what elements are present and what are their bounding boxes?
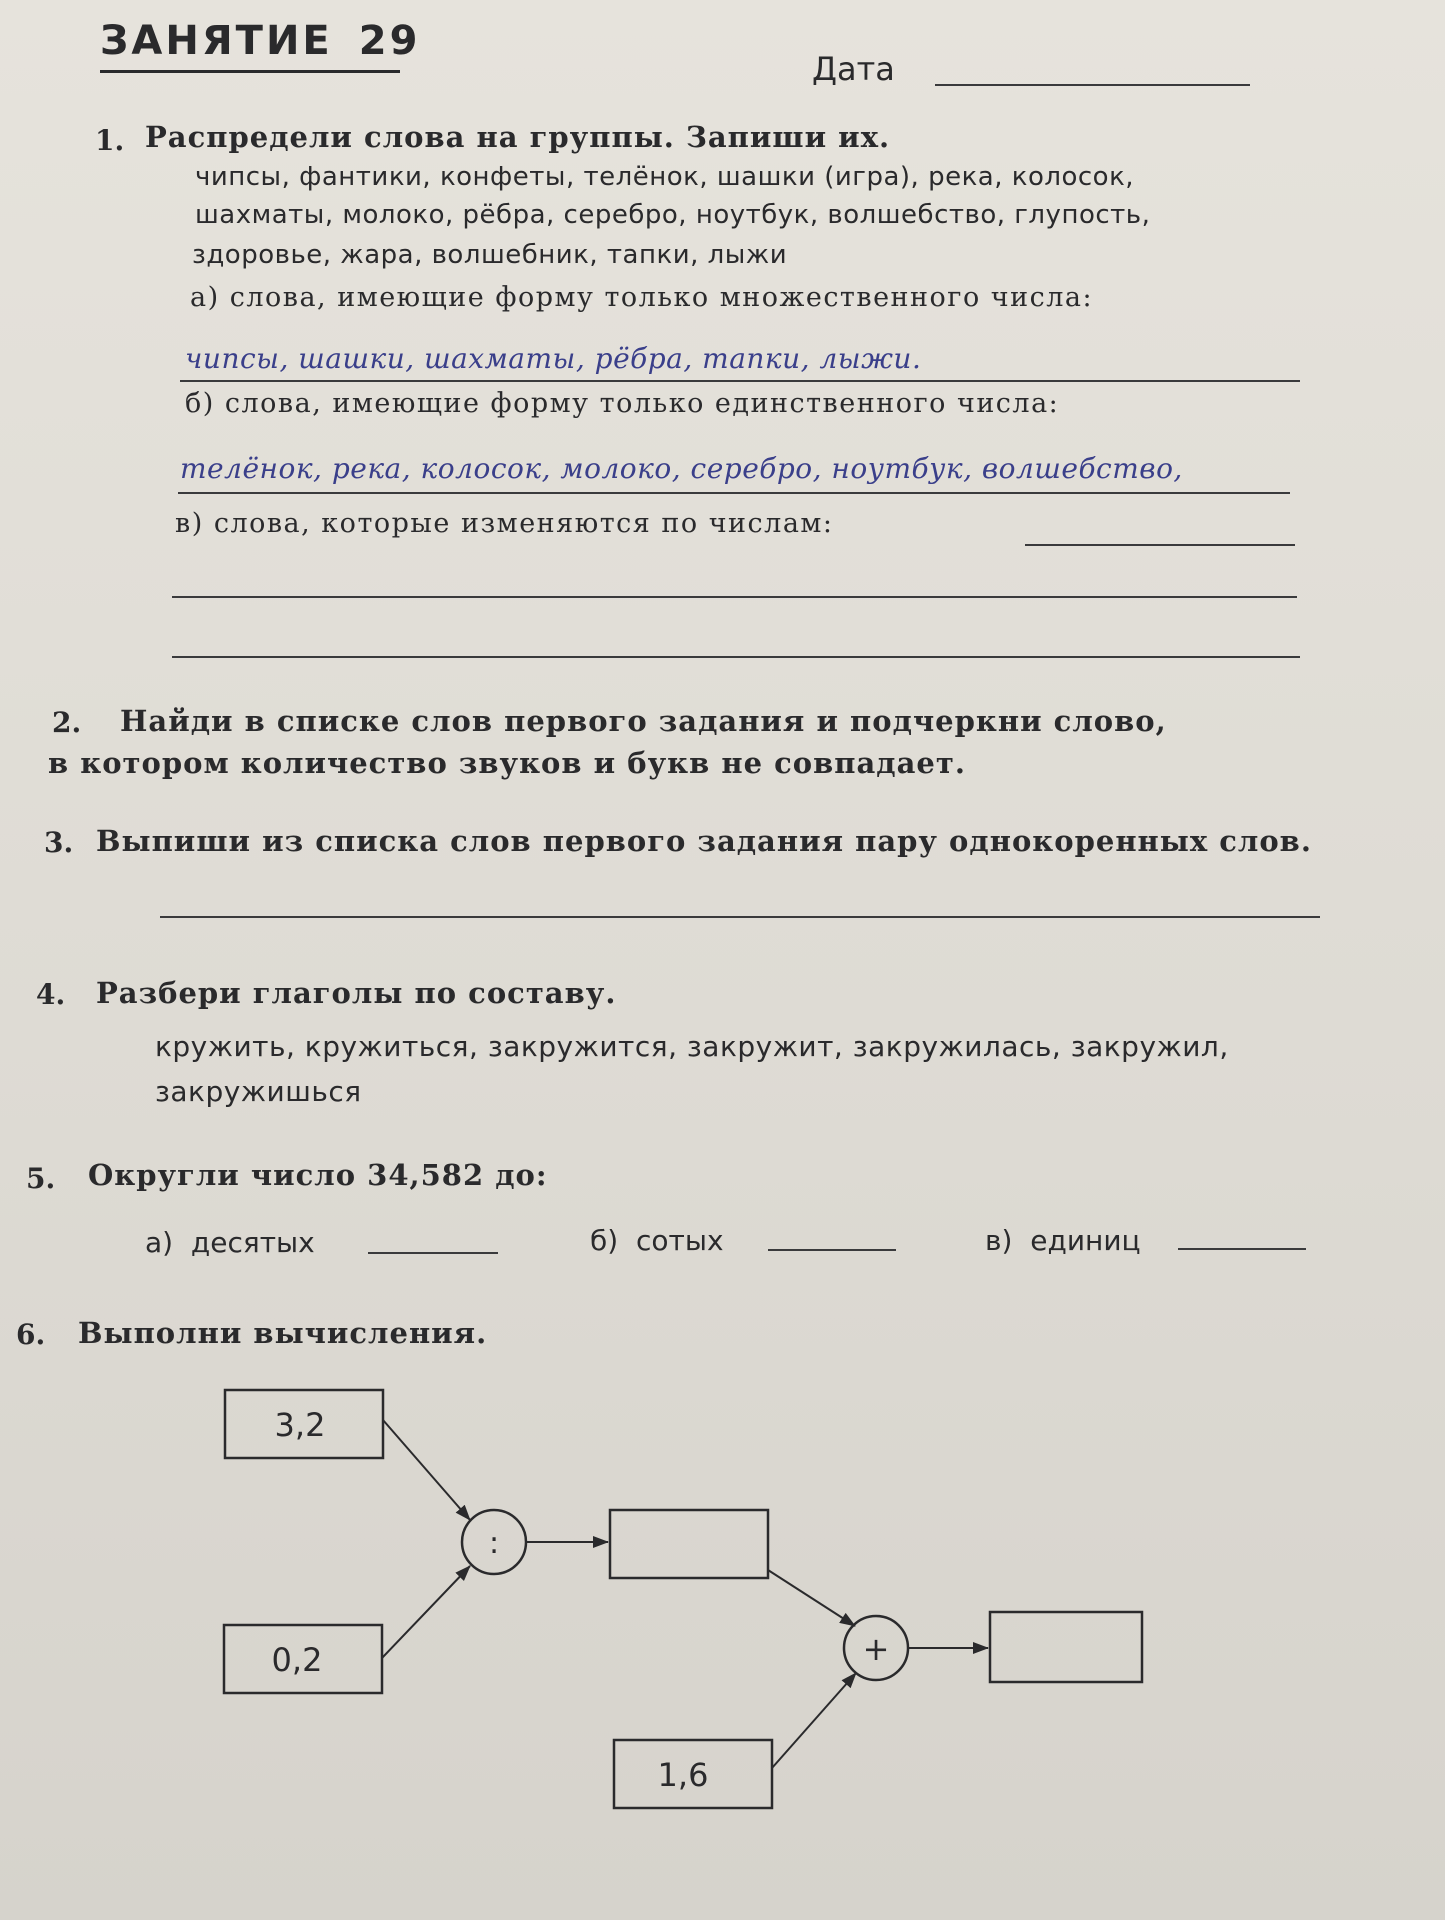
result-box-quotient[interactable] <box>610 1510 768 1578</box>
task5-option-a <box>145 1226 315 1259</box>
arrow-0-2-to-divide <box>382 1566 470 1658</box>
task1-answer-a: чипсы, шашки, шахматы, рёбра, тапки, лыжи. <box>185 342 922 375</box>
task3-number: 3. <box>44 826 74 859</box>
task1-answer-c-line3[interactable] <box>172 656 1300 658</box>
task6-number: 6. <box>16 1318 46 1351</box>
task2-number: 2. <box>52 706 82 739</box>
task1-answer-b-line[interactable] <box>178 492 1290 494</box>
task1-answer-b: телёнок, река, колосок, молоко, серебро, ноутбук, волшебство, <box>180 452 1183 485</box>
divide-operator-symbol: : <box>488 1526 500 1561</box>
input-box-3-2-value: 3,2 <box>274 1406 326 1444</box>
task1-words-line2: шахматы, молоко, рёбра, серебро, ноутбук, волшебство, глупость, <box>195 200 1151 230</box>
input-box-0-2-value: 0,2 <box>271 1641 323 1679</box>
task1-answer-c-line2[interactable] <box>172 596 1297 598</box>
date-input-line[interactable] <box>935 84 1250 86</box>
plus-operator-symbol: + <box>862 1630 890 1668</box>
calculation-diagram <box>0 1370 1445 1820</box>
task5-option-a-label: десятых <box>190 1226 315 1259</box>
task5-option-c-label: единиц <box>1030 1224 1141 1257</box>
task6-text: Выполни вычисления. <box>78 1316 488 1350</box>
task5-option-b-label: сотых <box>636 1224 724 1257</box>
task5-option-a-letter: а) <box>145 1226 174 1259</box>
task5-option-c-letter: в) <box>985 1224 1013 1257</box>
arrow-1-6-to-plus <box>772 1673 856 1768</box>
task5-answer-b-line[interactable] <box>768 1249 896 1251</box>
task1-number: 1. <box>95 124 125 157</box>
task4-text: Разбери глаголы по составу. <box>96 976 617 1010</box>
task1-answer-c-line1[interactable] <box>1025 544 1295 546</box>
task4-verbs-line1: кружить, кружиться, закружится, закружит, закружилась, закружил, <box>155 1030 1229 1063</box>
task3-text: Выпиши из списка слов первого задания пару однокоренных слов. <box>96 824 1312 858</box>
task2-line2: в котором количество звуков и букв не совпадает. <box>48 746 966 780</box>
task1-instruction: Распредели слова на группы. Запиши их. <box>145 120 891 154</box>
title-underline <box>100 70 400 73</box>
lesson-number: 29 <box>358 18 421 64</box>
lesson-title <box>100 18 420 64</box>
task5-answer-a-line[interactable] <box>368 1252 498 1254</box>
input-box-1-6-value: 1,6 <box>657 1756 709 1794</box>
task5-option-c <box>985 1224 1141 1257</box>
task5-option-b <box>590 1224 724 1257</box>
task4-number: 4. <box>36 978 66 1011</box>
arrow-3-2-to-divide <box>383 1420 470 1520</box>
task1-words-line3: здоровье, жара, волшебник, тапки, лыжи <box>192 240 788 270</box>
task5-answer-c-line[interactable] <box>1178 1248 1306 1250</box>
task1-part-a: а) слова, имеющие форму только множественного числа: <box>190 282 1094 313</box>
result-box-sum[interactable] <box>990 1612 1142 1682</box>
task1-part-b: б) слова, имеющие форму только единственного числа: <box>185 388 1060 419</box>
lesson-label: ЗАНЯТИЕ <box>100 18 333 64</box>
task4-verbs-line2: закружишься <box>155 1075 362 1108</box>
task5-text: Округли число 34,582 до: <box>88 1158 548 1192</box>
date-label: Дата <box>812 50 895 88</box>
task1-part-c: в) слова, которые изменяются по числам: <box>175 508 834 539</box>
task5-number: 5. <box>26 1162 56 1195</box>
task3-answer-line[interactable] <box>160 916 1320 918</box>
task2-line1: Найди в списке слов первого задания и подчеркни слово, <box>120 704 1167 738</box>
arrow-quotient-to-plus <box>768 1570 855 1626</box>
task1-words-line1: чипсы, фантики, конфеты, телёнок, шашки (игра), река, колосок, <box>195 162 1135 192</box>
task1-answer-a-line[interactable] <box>180 380 1300 382</box>
task5-option-b-letter: б) <box>590 1224 619 1257</box>
